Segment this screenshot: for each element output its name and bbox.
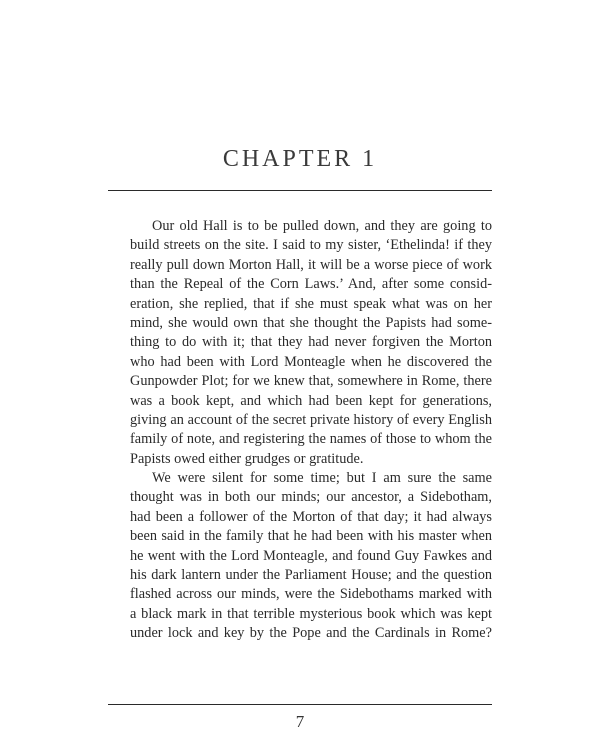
paragraph-2 (108, 469, 492, 644)
text-line: who had been with Lord Monteagle when he discovered the (130, 353, 492, 370)
text-line: We were silent for some time; but I am sure the same (152, 470, 492, 487)
page-number: 7 (295, 712, 305, 731)
text-line: was a book kept, and which had been kept for generations, (130, 392, 492, 409)
text-line: under lock and key by the Pope and the Cardinals in Rome? (130, 625, 492, 642)
text-line: thought was in both our minds; our ancestor, a Sidebotham, (130, 489, 492, 506)
text-line: thing to do with it; that they had never forgiven the Morton (130, 334, 492, 351)
text-line: Papists owed either grudges or gratitude. (130, 450, 364, 467)
paragraph-1 (108, 217, 492, 469)
bottom-rule (108, 704, 492, 705)
text-line: really pull down Morton Hall, it will be a worse piece of work (130, 256, 492, 273)
text-line: a black mark in that terrible mysterious book which was kept (130, 605, 492, 622)
text-line: Gunpowder Plot; for we knew that, somewhere in Rome, there (130, 373, 492, 390)
text-line: Our old Hall is to be pulled down, and they are going to (152, 218, 492, 234)
text-line: he went with the Lord Monteagle, and found Guy Fawkes and (130, 547, 492, 564)
body-text (108, 217, 492, 644)
text-line: mind, she would own that she thought the Papists had some- (130, 314, 492, 331)
chapter-title: CHAPTER 1 (222, 146, 378, 172)
text-line: than the Repeal of the Corn Laws.’ And, after some consid- (130, 276, 492, 293)
text-line: had been a follower of the Morton of that day; it had always (130, 508, 492, 525)
text-line: flashed across our minds, were the Sidebothams marked with (130, 586, 492, 603)
text-line: giving an account of the secret private history of every English (130, 411, 492, 428)
text-line: eration, she replied, that if she must speak what was on her (130, 295, 492, 312)
text-line: family of note, and registering the names of those to whom the (130, 431, 492, 448)
text-line: build streets on the site. I said to my sister, ‘Ethelinda! if they (130, 237, 492, 254)
top-rule (108, 190, 492, 191)
text-line: his dark lantern under the Parliament House; and the question (130, 567, 492, 584)
text-line: been said in the family that he had been with his master when (130, 528, 492, 545)
